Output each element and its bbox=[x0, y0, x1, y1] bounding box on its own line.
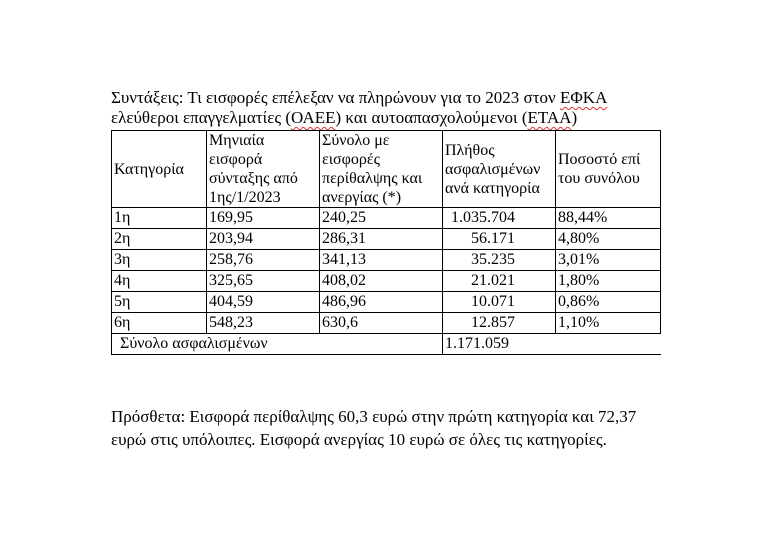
table-row bbox=[112, 292, 661, 313]
cell-category: 5η bbox=[112, 292, 207, 313]
cell-pension: 203,94 bbox=[207, 229, 320, 250]
cell-category: 1η bbox=[112, 208, 207, 229]
cell-total: 341,13 bbox=[320, 250, 443, 271]
cell-insured: 10.071 bbox=[443, 292, 556, 313]
cell-total: 408,02 bbox=[320, 271, 443, 292]
cell-pension: 325,65 bbox=[207, 271, 320, 292]
table-row bbox=[112, 208, 661, 229]
total-value: 1.171.059 bbox=[443, 334, 661, 355]
cell-category: 2η bbox=[112, 229, 207, 250]
table-total-row bbox=[112, 334, 661, 355]
table-row bbox=[112, 271, 661, 292]
cell-insured: 12.857 bbox=[443, 313, 556, 334]
cell-pension: 258,76 bbox=[207, 250, 320, 271]
heading-text-c: ) bbox=[571, 108, 578, 127]
heading-efka: ΕΦΚΑ bbox=[560, 88, 608, 107]
cell-pension: 169,95 bbox=[207, 208, 320, 229]
cell-percent: 1,80% bbox=[556, 271, 661, 292]
heading-text-a: ελεύθεροι επαγγελματίες ( bbox=[111, 108, 291, 127]
document-heading bbox=[111, 88, 671, 128]
cell-insured: 35.235 bbox=[443, 250, 556, 271]
cell-category: 4η bbox=[112, 271, 207, 292]
cell-category: 3η bbox=[112, 250, 207, 271]
footnote: Πρόσθετα: Εισφορά περίθαλψης 60,3 ευρώ στην πρώτη κατηγορία και 72,37 ευρώ στις υπόλοιπες. Εισφορά ανεργίας 10 ευρώ σε όλες τις κατηγορίες. bbox=[111, 407, 637, 449]
heading-prefix: Συντάξεις: Τι εισφορές επέλεξαν να πληρώνουν για το 2023 στον bbox=[111, 88, 560, 107]
cell-percent: 88,44% bbox=[556, 208, 661, 229]
header-category: Κατηγορία bbox=[112, 131, 207, 208]
table-header-row bbox=[112, 131, 661, 208]
heading-text-b: ) και αυτοαπασχολούμενοι ( bbox=[335, 108, 528, 127]
cell-percent: 4,80% bbox=[556, 229, 661, 250]
cell-insured: 21.021 bbox=[443, 271, 556, 292]
cell-percent: 3,01% bbox=[556, 250, 661, 271]
cell-insured: 1.035.704 bbox=[443, 208, 556, 229]
header-pension: Μηνιαία εισφορά σύνταξης από 1ης/1/2023 bbox=[207, 131, 320, 208]
cell-total: 486,96 bbox=[320, 292, 443, 313]
heading-line-1 bbox=[111, 88, 671, 108]
cell-category: 6η bbox=[112, 313, 207, 334]
heading-oaee: ΟΑΕΕ bbox=[290, 108, 336, 127]
cell-total: 286,31 bbox=[320, 229, 443, 250]
cell-percent: 0,86% bbox=[556, 292, 661, 313]
cell-total: 240,25 bbox=[320, 208, 443, 229]
contributions-table bbox=[111, 130, 661, 355]
cell-pension: 548,23 bbox=[207, 313, 320, 334]
header-insured: Πλήθος ασφαλισμένων ανά κατηγορία bbox=[443, 131, 556, 208]
cell-total: 630,6 bbox=[320, 313, 443, 334]
table-row bbox=[112, 313, 661, 334]
cell-pension: 404,59 bbox=[207, 292, 320, 313]
table-row bbox=[112, 229, 661, 250]
total-label: Σύνολο ασφαλισμένων bbox=[112, 334, 443, 355]
heading-line-2 bbox=[111, 108, 671, 128]
header-total: Σύνολο με εισφορές περίθαλψης και ανεργίας (*) bbox=[320, 131, 443, 208]
header-percent: Ποσοστό επί του συνόλου bbox=[556, 131, 661, 208]
cell-insured: 56.171 bbox=[443, 229, 556, 250]
cell-percent: 1,10% bbox=[556, 313, 661, 334]
heading-etaa: ΕΤΑΑ bbox=[527, 108, 572, 127]
table-row bbox=[112, 250, 661, 271]
